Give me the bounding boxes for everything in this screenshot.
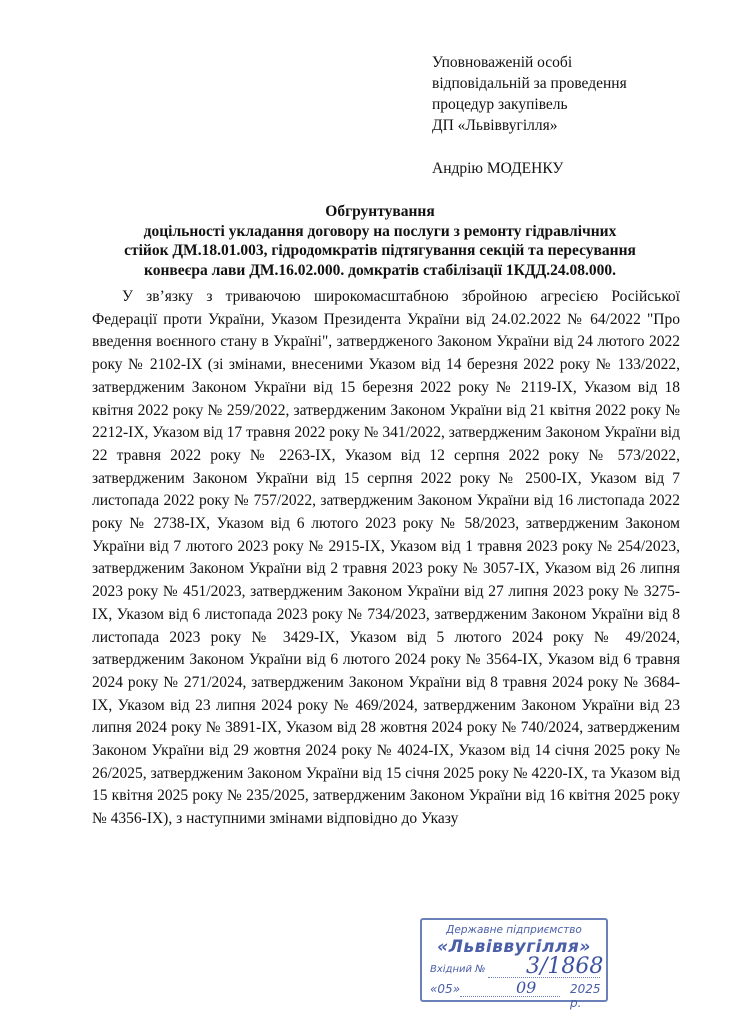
stamp-day: «05»	[430, 982, 461, 996]
stamp-year-suffix: 25	[585, 982, 601, 996]
body-paragraph-text: У зв’язку з триваючою широкомасштабною збройною агресією Російської Федерації проти України, Указом Президента України від 24.02.2022 № 64/2022 "Про введення воєнного стану в Україні", затвердженого Законом України від 24 лютого 2022 року № 2102-IX (зі змінами, внесеними Указом від 14 березня 2022 року № 133/2022, затвердженим Законом України від 15 березня 2022 року № 2119-IX, Указом від 18 квітня 2022 року № 259/2022, затвердженим Законом України від 21 квітня 2022 року № 2212-IX, Указом від 17 травня 2022 року № 341/2022, затвердженим Законом України від 22 травня 2022 року № 2263-IX, Указом від 12 серпня 2022 року № 573/2022, затвердженим Законом України від 15 серпня 2022 року № 2500-IX, Указом від 7 листопада 2022 року № 757/2022, затвердженим Законом України від 16 листопада 2022 року № 2738-IX, Указом від 6 лютого 2023 року № 58/2023, затвердженим Законом України від 7 лютого 2023 року № 2915-IX, Указом від 1 травня 2023 року № 254/2023, затвердженим Законом України від 2 травня 2023 року № 3057-IX, Указом від 26 липня 2023 року № 451/2023, затвердженим Законом України від 27 липня 2023 року № 3275-IX, Указом від 6 листопада 2023 року № 734/2023, затвердженим Законом України від 8 листопада 2023 року № 3429-IX, Указом від 5 лютого 2024 року № 49/2024, затвердженим Законом України від 6 лютого 2024 року № 3564-IX, Указом від 6 травня 2024 року № 271/2024, затвердженим Законом України від 8 травня 2024 року № 3684-IX, Указом від 23 липня 2024 року № 469/2024, затвердженим Законом України від 23 липня 2024 року № 3891-IX, Указом від 28 жовтня 2024 року № 740/2024, затвердженим Законом України від 29 жовтня 2024 року № 4024-IX, Указом від 14 січня 2025 року № 26/2025, затвердженим Законом України від 15 січня 2025 року № 4220-IX, та Указом від 15 квітня 2025 року № 235/2025, затвердженим Законом України від 16 квітня 2025 року № 4356-IX), з наступними змінами відповідно до Указу	[92, 288, 680, 828]
document-title	[80, 202, 680, 280]
registration-stamp	[420, 918, 608, 1010]
addressee-line-3: процедур закупівель	[432, 96, 568, 113]
body-paragraph	[92, 286, 680, 831]
stamp-month: 09	[516, 978, 537, 997]
stamp-incoming-number: 3/1868	[526, 954, 604, 979]
title-line-4: конвеєра лави ДМ.16.02.000. домкратів стабілізації 1КДД.24.08.000.	[143, 261, 617, 279]
stamp-incoming-label: Вхідний №	[430, 964, 486, 975]
stamp-day-value: 05	[437, 982, 453, 996]
addressee-name: Андрію МОДЕНКУ	[432, 160, 564, 177]
stamp-org-type: Державне підприємство	[446, 924, 582, 936]
title-line-1: Обгрунтування	[325, 203, 435, 220]
stamp-org-name: «Львіввугілля»	[437, 937, 591, 957]
title-line-3: стійок ДМ.18.01.003, гідродомкратів підтягування секцій та пересування	[124, 242, 636, 259]
addressee-line-2: відповідальній за проведення	[432, 75, 627, 92]
stamp-year	[570, 982, 606, 1010]
addressee-line-1: Уповноваженій особі	[432, 54, 573, 71]
addressee-block	[432, 52, 627, 179]
stamp-year-unit: р.	[570, 996, 582, 1010]
stamp-year-prefix: 20	[570, 982, 586, 996]
title-line-2: доцільності укладання договору на послуги з ремонту гідравлічних	[143, 222, 617, 240]
addressee-gap	[432, 136, 627, 158]
addressee-line-4: ДП «Львіввугілля»	[432, 117, 558, 134]
stamp-date-line	[460, 996, 560, 997]
